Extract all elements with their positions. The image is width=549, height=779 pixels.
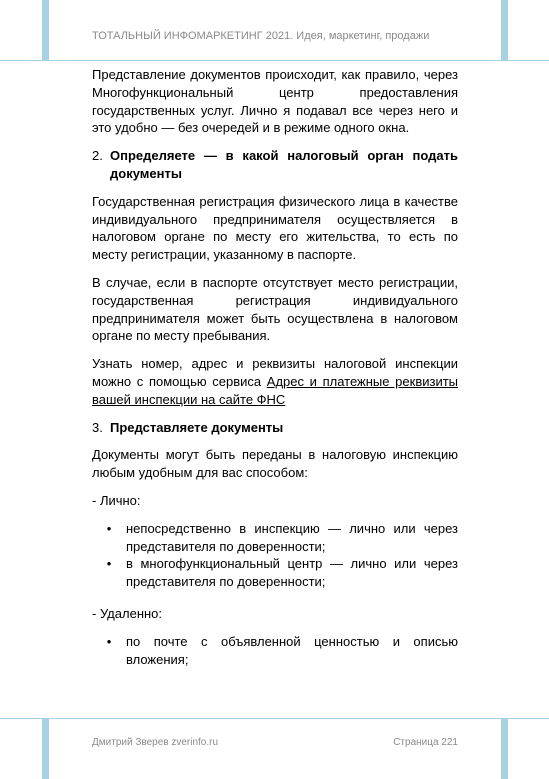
top-left-accent-bar (42, 0, 49, 60)
footer-divider (0, 718, 549, 719)
bullet-icon: • (106, 556, 112, 572)
remote-label: - Удаленно: (92, 605, 163, 621)
top-right-accent-bar (501, 0, 508, 60)
header-divider (0, 60, 549, 61)
step-3-heading (92, 419, 458, 437)
footer-author: Дмитрий Зверев zverinfo.ru (92, 737, 219, 748)
paragraph-no-registration: В случае, если в паспорте отсутствует место регистрации, государственная регистрация индивидуального предпринимателя может быть осуществлена в налоговом органе по месту пребывания. (92, 274, 458, 344)
list-item (92, 520, 458, 556)
paragraph-registration-place: Государственная регистрация физического лица в качестве индивидуального предпринимателя осуществляется в налоговом органе по месту его жительства, то есть по месту регистрации, указанному в паспорте. (92, 193, 458, 263)
step-title: Представляете документы (110, 419, 284, 435)
list-item-text: по почте с объявленной ценностью и описью вложения; (126, 633, 458, 667)
page-number: Страница 221 (393, 737, 458, 748)
step-2-heading (92, 147, 458, 183)
remote-methods-list (92, 633, 458, 669)
list-item-text: непосредственно в инспекцию — лично или через представителя по доверенности; (126, 520, 458, 554)
page-content (92, 66, 458, 682)
list-item-text: в многофункциональный центр — лично или через представителя по доверенности; (126, 556, 458, 590)
list-item (92, 633, 458, 669)
step-title: Определяете — в какой налоговый орган подать документы (110, 148, 458, 181)
fns-service-link[interactable]: Адрес и платежные реквизиты вашей инспекции на сайте ФНС (92, 373, 459, 407)
step-number: 2. (92, 148, 103, 164)
running-header: ТОТАЛЬНЫЙ ИНФОМАРКЕТИНГ 2021. Идея, маркетинг, продажи (92, 30, 430, 42)
personal-methods-list (92, 520, 458, 591)
bottom-left-accent-bar (42, 718, 49, 779)
list-item (92, 555, 458, 591)
personal-label: - Лично: (92, 492, 141, 508)
paragraph-text: Узнать номер, адрес и реквизиты налоговой инспекции можно с помощью сервиса (92, 356, 458, 389)
paragraph-submission-methods: Документы могут быть переданы в налоговую инспекцию любым удобным для вас способом: (92, 447, 458, 481)
step-number: 3. (92, 419, 103, 435)
bullet-icon: • (106, 633, 112, 649)
paragraph-find-inspection (92, 355, 458, 408)
bottom-right-accent-bar (501, 718, 508, 779)
bullet-icon: • (106, 520, 112, 536)
paragraph-mfc: Представление документов происходит, как правило, через Многофункциональный центр предоставления государственных услуг. Лично я подавал все через него и это удобно — без очередей и в режиме одного окна. (92, 67, 458, 136)
